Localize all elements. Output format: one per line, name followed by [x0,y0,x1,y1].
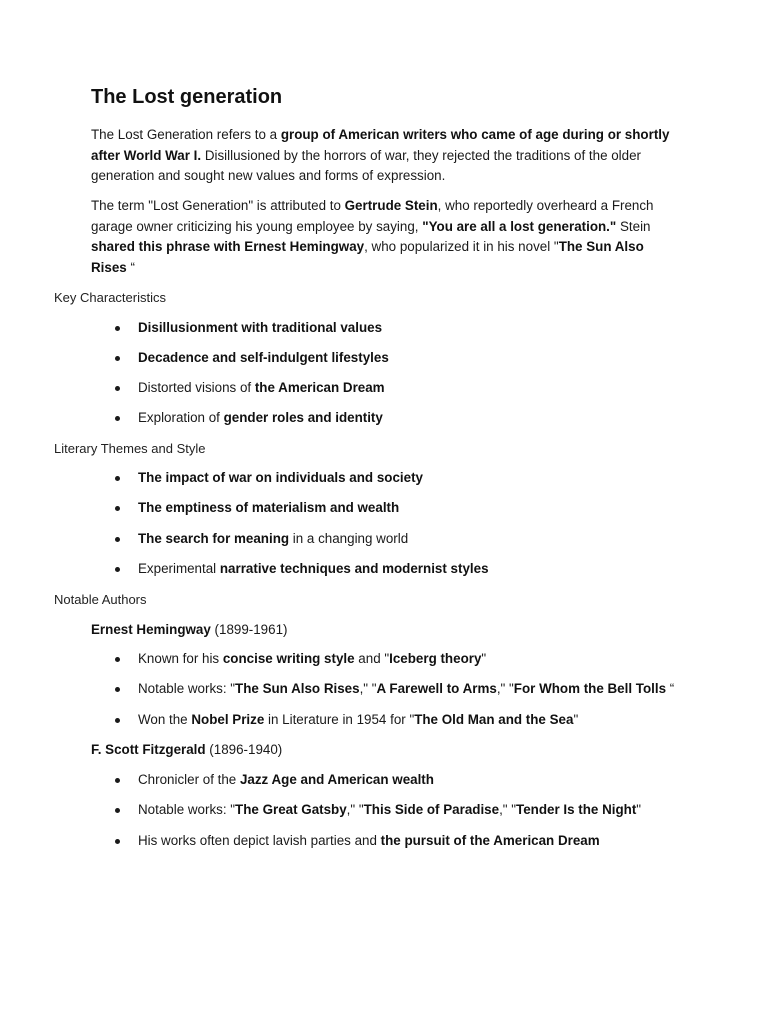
text-run: ," " [496,681,514,696]
bullet-icon [115,718,120,723]
list-item-text [138,349,389,367]
bold-text-run: The impact of war on individuals and society [138,470,423,485]
text-run: Experimental [138,561,220,576]
bullet-icon [115,326,120,331]
list-item-text [138,680,674,698]
bold-text-run: the American Dream [254,380,385,395]
text-run: Exploration of [138,410,224,425]
text-run: " [636,802,642,817]
text-run: (1899-1961) [210,622,288,637]
bold-text-run: The emptiness of materialism and wealth [138,500,400,515]
list-item-text [138,560,489,578]
text-run: His works often depict lavish parties and [138,833,381,848]
bullet-icon [115,506,120,511]
bullet-icon [115,416,120,421]
term-origin-paragraph [91,196,661,278]
list-item-text [138,771,434,789]
bold-text-run: Iceberg theory [389,651,482,666]
bullet-icon [115,476,120,481]
text-run: and " [354,651,390,666]
bullet-icon [115,839,120,844]
text-run: Notable works: " [138,802,236,817]
text-run: " [481,651,487,666]
bold-text-run: The Old Man and the Sea [414,712,574,727]
bold-text-run: the pursuit of the American Dream [380,833,600,848]
list-item-text [138,530,408,548]
bold-text-run: Decadence and self-indulgent lifestyles [138,350,389,365]
bold-text-run: The Sun Also Rises [91,239,644,275]
text-run: The term "Lost Generation" is attributed to [91,198,345,213]
bold-text-run: F. Scott Fitzgerald [91,742,206,757]
bold-text-run: Disillusionment with traditional values [138,320,383,335]
bold-text-run: A Farewell to Arms [376,681,497,696]
bold-text-run: gender roles and identity [223,410,383,425]
bold-text-run: For Whom the Bell Tolls [513,681,667,696]
bold-text-run: Ernest Hemingway [91,622,211,637]
text-run: Stein [616,218,651,234]
list-item-text [138,650,486,668]
list-item-text [138,409,383,427]
text-run: Won the [138,712,192,727]
list-item-text [138,711,578,729]
list-item-text [138,469,423,487]
bullet-icon [115,808,120,813]
bold-text-run: "You are all a lost generation." [422,218,617,234]
text-run: ," " [346,802,364,817]
text-run: in a changing world [289,531,409,546]
bold-text-run: shared this phrase with Ernest Hemingway [91,239,365,254]
bold-text-run: group of American writers who came of age during or shortly after World War I. [91,127,670,163]
bold-text-run: The Great Gatsby [235,802,347,817]
bold-text-run: Nobel Prize [191,712,265,727]
list-item-text [138,499,399,517]
list-item-text [138,832,600,850]
section-heading-literary-themes: Literary Themes and Style [54,441,206,456]
text-run: Notable works: " [138,681,236,696]
list-item-text [138,319,382,337]
bullet-icon [115,687,120,692]
bold-text-run: Gertrude Stein [344,198,438,213]
bullet-icon [115,657,120,662]
list-item-text [138,379,385,397]
text-run: " [573,712,579,727]
text-run: The Lost Generation refers to a [91,127,281,142]
text-run: in Literature in 1954 for " [264,712,415,727]
text-run: “ [666,681,675,696]
text-run: (1896-1940) [205,742,283,757]
bullet-icon [115,778,120,783]
bold-text-run: This Side of Paradise [363,802,500,817]
text-run: Distorted visions of [138,380,255,395]
text-run: Disillusioned by the horrors of war, they rejected the traditions of the older generation and sought new values and forms of expression. [91,147,642,183]
text-run: “ [126,259,135,275]
bold-text-run: concise writing style [222,651,355,666]
section-heading-notable-authors: Notable Authors [54,592,147,607]
bold-text-run: Tender Is the Night [516,802,637,817]
text-run: , who popularized it in his novel " [364,239,559,254]
bullet-icon [115,386,120,391]
author-heading-hemingway [91,621,288,639]
list-item-text [138,801,641,819]
author-heading-fitzgerald [91,741,282,759]
bullet-icon [115,537,120,542]
text-run: Known for his [138,651,223,666]
bold-text-run: The Sun Also Rises [235,681,360,696]
text-run: , who reportedly overheard a French garage owner criticizing his young employee by saying, [91,198,654,234]
bold-text-run: narrative techniques and modernist styles [219,561,489,576]
bold-text-run: Jazz Age and American wealth [239,772,434,787]
intro-paragraph [91,125,681,187]
bold-text-run: The search for meaning [138,531,290,546]
bullet-icon [115,567,120,572]
bullet-icon [115,356,120,361]
text-run: ," " [359,681,377,696]
document-title: The Lost generation [91,86,283,108]
section-heading-key-characteristics: Key Characteristics [54,290,166,305]
text-run: Chronicler of the [138,772,240,787]
text-run: ," " [499,802,517,817]
